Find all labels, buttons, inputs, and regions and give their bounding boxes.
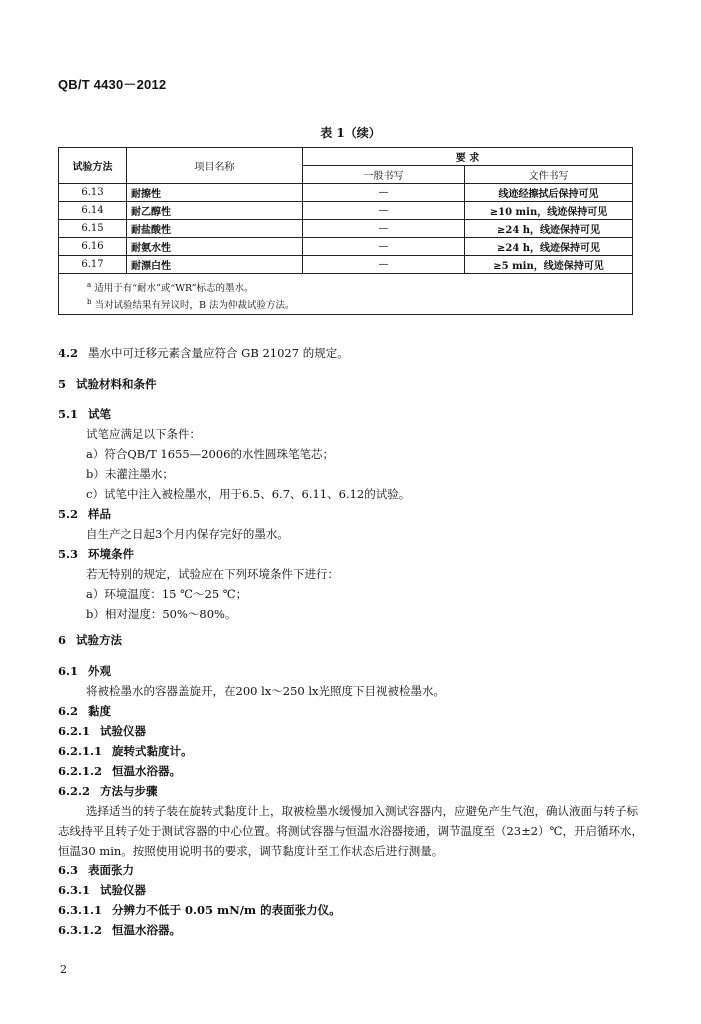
clause-6-2-1-heading [58,723,146,739]
clause-6-3-heading [58,862,134,878]
clause-title: 恒温水浴器。 [112,764,182,778]
clause-text: 墨水中可迁移元素含量应符合 GB 21027 的规定。 [88,346,349,360]
clause-5-3-item-b: b）相对湿度：50%～80%。 [86,607,237,621]
clause-5-3-item-a: a）环境温度：15 ℃～25 ℃； [86,587,248,601]
note-mark: b [87,298,92,306]
header-method: 试验方法 [59,148,127,184]
table-row [59,184,633,202]
clause-6-2-2-text: 选择适当的转子装在旋转式黏度计上，取被检墨水缓慢加入测试容器内，应避免产生气泡，确认液面与转子标志线持平且转子处于测试容器的中心位置。将测试容器与恒温水浴器接通，调节温度至（23±2）℃，开启循环水，恒温30 min。按照使用说明书的要求，调节黏度计至工作状态后进行测量。 [58,804,643,858]
section-title: 试验方法 [76,633,123,647]
table-notes [59,274,633,315]
clause-6-2-2-heading [58,783,158,799]
clause-6-1-heading [58,663,111,679]
clause-title: 试验仪器 [100,724,147,738]
row-document: ≥5 min，线迹保持可见 [465,256,633,274]
clause-number: 6.2.1 [58,724,91,738]
clause-number: 6.3.1.1 [58,903,103,917]
note-mark: a [87,281,92,289]
table-note [87,294,632,311]
clause-5-1-heading [58,406,111,422]
row-general: — [303,184,465,202]
clause-5-1-intro: 试笔应满足以下条件： [86,427,201,441]
row-item: 耐盐酸性 [127,220,303,238]
clause-number: 6.3 [58,863,79,877]
clause-title: 环境条件 [88,547,135,561]
row-document: ≥24 h，线迹保持可见 [465,220,633,238]
clause-number: 6.1 [58,664,79,678]
row-general: — [303,256,465,274]
clause-number: 5.3 [58,547,79,561]
row-method: 6.13 [59,184,127,202]
page-number: 2 [60,963,67,976]
clause-number: 5.1 [58,407,79,421]
clause-6-2-1-1 [58,743,193,759]
clause-number: 6.2 [58,704,79,718]
clause-5-2-text: 自生产之日起3个月内保存完好的墨水。 [86,527,289,541]
header-general: 一般书写 [303,166,465,184]
header-requirement: 要 求 [303,148,633,166]
row-item: 耐擦性 [127,184,303,202]
header-item: 项目名称 [127,148,303,184]
clause-6-3-1-heading [58,882,146,898]
standard-code: QB/T 4430－2012 [58,77,167,92]
header-document: 文件书写 [465,166,633,184]
note-text: 适用于有“耐水”或“WR”标志的墨水。 [94,283,254,295]
clause-number: 5.2 [58,507,79,521]
section-number: 5 [58,377,67,391]
note-text: 当对试验结果有异议时，B 法为仲裁试验方法。 [94,300,295,312]
row-method: 6.16 [59,238,127,256]
clause-title: 表面张力 [88,863,135,877]
clause-number: 6.2.1.1 [58,744,103,758]
clause-title: 外观 [88,664,112,678]
clause-title: 分辨力不低于 0.05 mN/m 的表面张力仪。 [112,903,341,917]
section-title: 试验材料和条件 [76,377,157,391]
clause-6-2-1-2 [58,763,181,779]
clause-5-3-intro: 若无特别的规定，试验应在下列环境条件下进行： [86,567,339,581]
clause-5-3-heading [58,546,134,562]
row-general: — [303,238,465,256]
clause-title: 旋转式黏度计。 [112,744,193,758]
section-6-heading [58,632,122,648]
clause-title: 方法与步骤 [100,784,158,798]
table-row [59,202,633,220]
row-document: 线迹经擦拭后保持可见 [465,184,633,202]
row-method: 6.15 [59,220,127,238]
clause-title: 黏度 [88,704,112,718]
clause-5-1-item-b: b）未灌注墨水； [86,467,174,481]
clause-title: 样品 [88,507,112,521]
table-note [87,277,632,294]
clause-number: 4.2 [58,346,79,360]
row-document: ≥24 h，线迹保持可见 [465,238,633,256]
row-general: — [303,220,465,238]
clause-5-2-heading [58,506,111,522]
row-item: 耐乙醇性 [127,202,303,220]
clause-6-3-1-2 [58,922,181,938]
clause-title: 试验仪器 [100,883,147,897]
requirements-table [58,147,633,315]
row-method: 6.14 [59,202,127,220]
clause-number: 6.2.2 [58,784,91,798]
clause-5-1-item-a: a）符合QB/T 1655—2006的水性圆珠笔笔芯； [86,447,334,461]
table-row [59,256,633,274]
row-document: ≥10 min，线迹保持可见 [465,202,633,220]
row-item: 耐漂白性 [127,256,303,274]
table-row [59,238,633,256]
table-row [59,220,633,238]
clause-4-2 [58,345,349,361]
section-number: 6 [58,633,67,647]
clause-6-3-1-1 [58,902,341,918]
clause-number: 6.3.1 [58,883,91,897]
row-method: 6.17 [59,256,127,274]
clause-title: 试笔 [88,407,112,421]
row-general: — [303,202,465,220]
clause-6-1-text: 将被检墨水的容器盖旋开，在200 lx～250 lx光照度下目视被检墨水。 [86,684,446,698]
clause-title: 恒温水浴器。 [112,923,182,937]
clause-6-2-heading [58,703,111,719]
row-item: 耐氨水性 [127,238,303,256]
section-5-heading [58,376,157,392]
clause-5-1-item-c: c）试笔中注入被检墨水，用于6.5、6.7、6.11、6.12的试验。 [86,487,411,501]
clause-number: 6.3.1.2 [58,923,103,937]
clause-number: 6.2.1.2 [58,764,103,778]
table-caption: 表 1（续） [320,126,381,140]
